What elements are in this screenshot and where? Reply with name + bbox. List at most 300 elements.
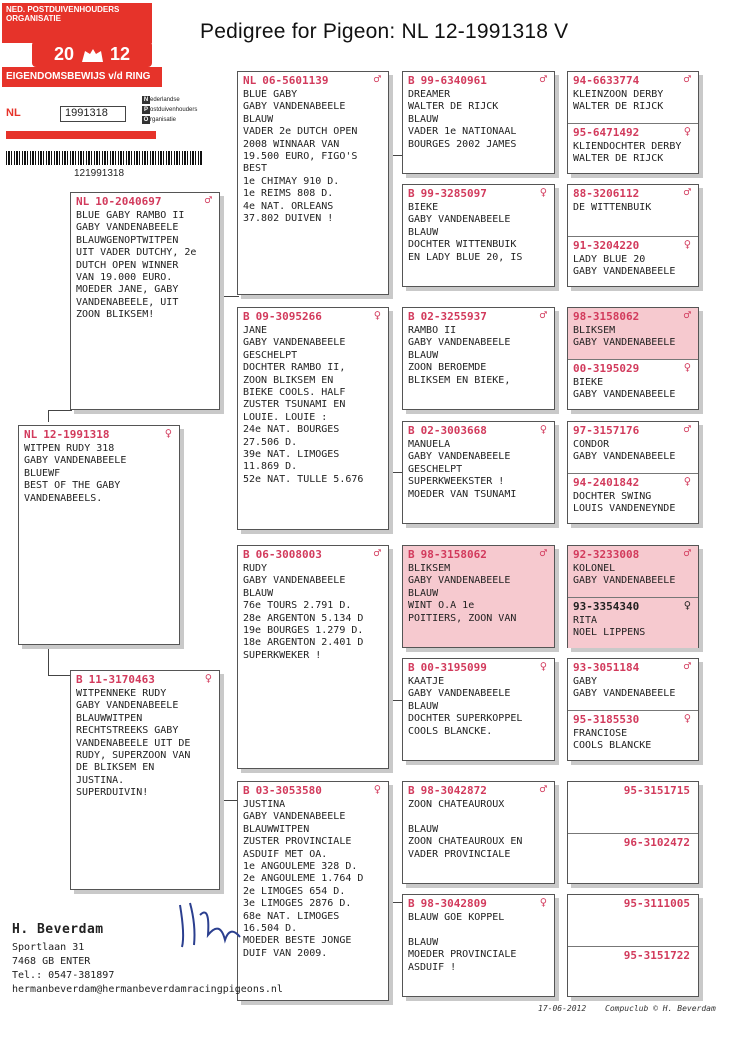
remark: 76e TOURS 2.791 D.	[243, 600, 352, 612]
pigeon-name: LADY BLUE 20	[573, 254, 646, 265]
color: BLAUWGENOPTWITPEN	[76, 234, 179, 246]
ring-header	[19, 426, 179, 443]
ring-year-right: 12	[110, 44, 131, 64]
remark: ZUSTER TSUNAMI EN	[243, 399, 346, 411]
female-icon: ♀	[373, 308, 381, 322]
pigeon-entry[interactable]	[568, 185, 698, 236]
ring-header	[568, 947, 698, 964]
breeder: GABY VANDENABEELE	[408, 688, 511, 700]
male-icon: ♂	[683, 546, 691, 560]
pigeon-name: JUSTINA	[243, 799, 286, 810]
pigeon-pair-card[interactable]	[567, 71, 699, 174]
pigeon-name: KLEINZOON DERBY	[573, 89, 664, 100]
ring-number: 95-6471492	[573, 126, 640, 139]
breeder: GABY VANDENABEELE	[573, 337, 676, 349]
breeder: LOUIS VANDENEYNDE	[573, 503, 676, 515]
remark: BOURGES 2002 JAMES	[408, 138, 517, 150]
remark: ASDUIF MET OA.	[243, 848, 328, 860]
male-icon: ♂	[373, 72, 381, 86]
remark: VANDENABEELE UIT DE	[76, 737, 191, 749]
remark: VAN 19.000 EURO.	[76, 272, 173, 284]
ring-number: 02-3255937	[420, 310, 487, 323]
remark: BLIKSEM EN BIEKE,	[408, 374, 511, 386]
male-icon: ♂	[683, 308, 691, 322]
pigeon-name: BLUE GABY	[243, 89, 298, 100]
breeder: WALTER DE RIJCK	[573, 101, 664, 113]
remark: ZOON BEROEMDE	[408, 362, 487, 374]
remark: BIEKE COOLS. HALF	[243, 387, 346, 399]
ring-header	[568, 834, 698, 851]
remark: 4e NAT. ORLEANS	[243, 200, 334, 212]
pigeon-card-ff[interactable]	[237, 71, 389, 295]
pigeon-card-mfm[interactable]	[402, 658, 555, 761]
color: BLAUW	[408, 587, 439, 599]
npo-logo	[142, 95, 202, 125]
breeder: GABY VANDENABEELE	[573, 266, 676, 278]
breeder: GABY VANDENABEELE	[243, 575, 346, 587]
ring-header	[568, 546, 698, 563]
ring-header	[238, 546, 388, 563]
color: BLAUW	[243, 587, 274, 599]
page-title: Pedigree for Pigeon: NL 12-1991318 V	[200, 20, 569, 43]
male-icon: ♂	[204, 193, 212, 207]
ring-year-left: 20	[53, 44, 74, 64]
ring-strip	[6, 131, 156, 139]
remark: ASDUIF !	[408, 961, 457, 973]
pigeon-name: KAATJE	[408, 676, 445, 687]
barcode	[6, 151, 202, 165]
breeder	[403, 811, 554, 823]
pigeon-entry[interactable]	[568, 123, 698, 174]
ring-certificate	[2, 3, 198, 177]
breeder: GABY VANDENABEELE	[408, 575, 511, 587]
color: GESCHELPT	[243, 349, 298, 361]
country-prefix: B	[408, 548, 415, 561]
remark: 18e ARGENTON 2.401 D	[243, 637, 364, 649]
ring-header	[238, 72, 388, 89]
ring-number: 1991318	[60, 106, 126, 122]
remark: 2e ANGOULEME 1.764 D	[243, 873, 364, 885]
pigeon-name: DOCHTER SWING	[573, 491, 652, 502]
pigeon-card-fm[interactable]	[237, 307, 389, 530]
footer-date: 17-06-2012	[538, 1004, 587, 1013]
female-icon: ♀	[539, 422, 547, 436]
remark: ZOON CHATEAUROUX EN	[408, 836, 523, 848]
female-icon: ♀	[539, 895, 547, 909]
pigeon-name: DE WITTENBUIK	[573, 202, 652, 213]
pigeon-entry[interactable]	[568, 546, 698, 597]
pigeon-entry[interactable]	[568, 946, 698, 997]
remark: 68e NAT. LIMOGES	[243, 910, 340, 922]
female-icon: ♀	[683, 124, 691, 138]
male-icon: ♂	[683, 659, 691, 673]
pigeon-name: KOLONEL	[573, 563, 616, 574]
color: BLAUW	[408, 226, 439, 238]
breeder	[403, 924, 554, 936]
remark: JUSTINA.	[76, 774, 125, 786]
color: GESCHELPT	[408, 463, 463, 475]
ring-header	[568, 422, 698, 439]
breeder: COOLS BLANCKE	[573, 740, 652, 752]
ring-number: 93-3051184	[573, 661, 640, 674]
npo-line-3: rganisatie	[150, 117, 177, 123]
remark: MOEDER BESTE JONGE	[243, 935, 352, 947]
ring-number: 92-3233008	[573, 548, 640, 561]
ring-number: 97-3157176	[573, 424, 640, 437]
female-icon: ♀	[683, 474, 691, 488]
country-prefix: B	[408, 661, 415, 674]
pigeon-name: BLIKSEM	[408, 563, 451, 574]
ring-header	[568, 474, 698, 491]
pigeon-card-mother[interactable]	[70, 670, 220, 890]
pigeon-entry[interactable]	[568, 359, 698, 410]
pigeon-entry[interactable]	[568, 782, 698, 833]
breeder: GABY VANDENABEELE	[408, 337, 511, 349]
pigeon-name: BIEKE	[408, 202, 439, 213]
country-prefix: B	[243, 784, 250, 797]
color: BLAUW	[408, 823, 439, 835]
connector	[48, 675, 72, 676]
pigeon-pair-card[interactable]	[567, 781, 699, 884]
ring-header	[71, 671, 219, 688]
male-icon: ♂	[539, 546, 547, 560]
remark: VADER 1e NATIONAAL	[408, 126, 517, 138]
color: BLAUW	[408, 349, 439, 361]
male-icon: ♂	[683, 185, 691, 199]
pigeon-name: BLUE GABY RAMBO II	[76, 210, 185, 221]
ring-band-label: EIGENDOMSBEWIJS v/d RING	[2, 67, 162, 87]
remark: DOCHTER RAMBO II,	[243, 362, 346, 374]
ring-header	[568, 659, 698, 676]
remark: RECHTSTREEKS GABY	[76, 725, 179, 737]
connector	[218, 296, 239, 297]
female-icon: ♀	[164, 426, 172, 440]
remark: 2e LIMOGES 654 D.	[243, 885, 346, 897]
ring-header	[568, 711, 698, 728]
country-prefix: NL	[243, 74, 257, 87]
ring-org-label: NED. POSTDUIVENHOUDERS ORGANISATIE	[2, 3, 152, 43]
male-icon: ♂	[539, 782, 547, 796]
owner-address: Sportlaan 31	[12, 942, 85, 953]
color: BLAUWWITPEN	[76, 712, 143, 724]
ring-number: 98-3042872	[420, 784, 487, 797]
ring-header	[568, 308, 698, 325]
ring-number: 95-3151715	[623, 784, 690, 797]
pigeon-card-mf[interactable]	[237, 545, 389, 769]
ring-number: 88-3206112	[573, 187, 640, 200]
color: BLAUW	[408, 700, 439, 712]
ring-header	[568, 72, 698, 89]
pigeon-card-mff[interactable]	[402, 545, 555, 648]
ring-number: 99-3285097	[420, 187, 487, 200]
female-icon: ♀	[683, 711, 691, 725]
remark: SUPERDUIVIN!	[76, 787, 149, 799]
pigeon-name: JANE	[243, 325, 268, 336]
remark: MOEDER VAN TSUNAMI	[408, 488, 517, 500]
pigeon-entry[interactable]	[568, 473, 698, 524]
breeder: GABY VANDENABEELE	[76, 700, 179, 712]
ring-number: 10-2040697	[95, 195, 162, 208]
remark: 11.869 D.	[243, 461, 298, 473]
ring-header	[403, 895, 554, 912]
npo-n-icon: N	[143, 97, 149, 103]
ring-number: 12-1991318	[43, 428, 110, 441]
pigeon-name: MANUELA	[408, 439, 451, 450]
remark: ZOON BLIKSEM EN	[243, 374, 334, 386]
remark: 2008 WINNAAR VAN	[243, 138, 340, 150]
remark: 19e BOURGES 1.279 D.	[243, 625, 364, 637]
ring-header	[568, 782, 698, 799]
female-icon: ♀	[683, 598, 691, 612]
pigeon-name: DREAMER	[408, 89, 451, 100]
pigeon-name: WITPENNEKE RUDY	[76, 688, 167, 699]
pigeon-card-subject[interactable]	[18, 425, 180, 645]
pigeon-entry[interactable]	[568, 236, 698, 287]
npo-line-2: ostduivenhouders	[150, 107, 198, 113]
remark: ZOON BLIKSEM!	[76, 309, 155, 321]
pigeon-name: WITPEN RUDY 318	[24, 443, 115, 454]
ring-number: 06-5601139	[262, 74, 329, 87]
remark: 19.500 EURO, FIGO'S	[243, 151, 358, 163]
pigeon-name: BLIKSEM	[573, 325, 616, 336]
pigeon-pair-card[interactable]	[567, 658, 699, 761]
ring-number: 00-3195099	[420, 661, 487, 674]
remark: 1e REIMS 808 D.	[243, 188, 334, 200]
ring-country: NL	[6, 107, 21, 119]
remark: DE BLIKSEM EN	[76, 762, 155, 774]
female-icon: ♀	[373, 782, 381, 796]
breeder: GABY VANDENABEELE	[76, 222, 179, 234]
pigeon-name: CONDOR	[573, 439, 610, 450]
ring-number: 95-3151722	[623, 949, 690, 962]
owner-block	[12, 922, 283, 997]
ring-header	[568, 185, 698, 202]
remark: 16.504 D.	[243, 923, 298, 935]
ring-year-badge	[32, 41, 152, 67]
female-icon: ♀	[204, 671, 212, 685]
pigeon-name: BLAUW GOE KOPPEL	[408, 912, 505, 923]
pigeon-card-ffm[interactable]	[402, 184, 555, 287]
ring-number: 95-3185530	[573, 713, 640, 726]
remark: UIT VADER DUTCHY, 2e	[76, 247, 197, 259]
pigeon-entry[interactable]	[568, 895, 698, 946]
breeder: WALTER DE RIJCK	[573, 153, 664, 165]
country-prefix: B	[408, 74, 415, 87]
npo-p-icon: P	[143, 107, 148, 113]
country-prefix: NL	[24, 428, 38, 441]
ring-header	[403, 308, 554, 325]
ring-header	[403, 185, 554, 202]
pigeon-pair-card[interactable]	[567, 894, 699, 997]
male-icon: ♂	[683, 72, 691, 86]
ring-number: 95-3111005	[623, 897, 690, 910]
pigeon-card-fmm[interactable]	[402, 421, 555, 524]
ring-header	[403, 659, 554, 676]
breeder: GABY VANDENABEELE	[243, 811, 346, 823]
remark: POITIERS, ZOON VAN	[408, 612, 517, 624]
ring-number: 93-3354340	[573, 600, 640, 613]
pigeon-card-fff[interactable]	[402, 71, 555, 174]
remark: MOEDER JANE, GABY	[76, 284, 179, 296]
breeder: GABY VANDENABEELE	[573, 389, 676, 401]
remark: ZUSTER PROVINCIALE	[243, 836, 352, 848]
pigeon-name: KLIENDOCHTER DERBY	[573, 141, 682, 152]
remark: VANDENABEELE, UIT	[76, 296, 179, 308]
male-icon: ♂	[539, 72, 547, 86]
connector	[387, 155, 403, 156]
pigeon-name: RITA	[573, 615, 598, 626]
breeder: GABY VANDENABEELE	[408, 451, 511, 463]
remark: 27.506 D.	[243, 436, 298, 448]
connector	[48, 410, 49, 422]
breeder: GABY VANDENABEELE	[573, 688, 676, 700]
pigeon-pair-card[interactable]	[567, 307, 699, 410]
owner-phone: Tel.: 0547-381897	[12, 970, 115, 981]
country-prefix: B	[408, 897, 415, 910]
ring-header	[238, 308, 388, 325]
connector	[218, 800, 239, 801]
country-prefix: B	[243, 310, 250, 323]
connector	[48, 410, 72, 411]
pigeon-name: RAMBO II	[408, 325, 457, 336]
ring-number: 03-3053580	[255, 784, 322, 797]
pigeon-pair-card[interactable]	[567, 421, 699, 524]
ring-header	[238, 782, 388, 799]
breeder: NOEL LIPPENS	[573, 627, 646, 639]
ring-number: 91-3204220	[573, 239, 640, 252]
female-icon: ♀	[539, 185, 547, 199]
remark: 28e ARGENTON 5.134 D	[243, 612, 364, 624]
remark: WINT O.A 1e	[408, 600, 475, 612]
ring-header	[403, 782, 554, 799]
pigeon-name: BIEKE	[573, 377, 604, 388]
color: BLAUW	[408, 936, 439, 948]
connector	[387, 902, 403, 903]
pigeon-name: RUDY	[243, 563, 268, 574]
color: BLUEWF	[24, 467, 61, 479]
ring-header	[568, 237, 698, 254]
remark: DOCHTER WITTENBUIK	[408, 239, 517, 251]
male-icon: ♂	[373, 546, 381, 560]
pigeon-name: ZOON CHATEAUROUX	[408, 799, 505, 810]
npo-o-icon: O	[143, 117, 149, 123]
connector	[387, 472, 403, 473]
breeder: GABY VANDENABEELE	[573, 451, 676, 463]
pigeon-pair-card[interactable]	[567, 545, 699, 648]
country-prefix: B	[408, 784, 415, 797]
color: BLAUW	[243, 113, 274, 125]
ring-header	[568, 895, 698, 912]
ring-header	[568, 598, 698, 615]
country-prefix: B	[76, 673, 83, 686]
country-prefix: B	[408, 424, 415, 437]
remark: SUPERKWEKER !	[243, 649, 322, 661]
pigeon-name: FRANCIOSE	[573, 728, 628, 739]
pigeon-name: GABY	[573, 676, 598, 687]
pigeon-card-mmf[interactable]	[402, 781, 555, 884]
barcode-number: 121991318	[74, 168, 125, 179]
pigeon-card-father[interactable]	[70, 192, 220, 410]
remark: 52e NAT. TULLE 5.676	[243, 473, 364, 485]
ring-number: 09-3095266	[255, 310, 322, 323]
country-prefix: B	[243, 548, 250, 561]
pigeon-entry[interactable]	[568, 308, 698, 359]
remark: 1e ANGOULEME 328 D.	[243, 861, 358, 873]
pigeon-entry[interactable]	[568, 597, 698, 648]
ring-number: 99-6340961	[420, 74, 487, 87]
color: BLAUWWITPEN	[243, 823, 310, 835]
lion-icon	[79, 46, 105, 64]
remark: DUIF VAN 2009.	[243, 947, 328, 959]
remark: VANDENABEELS.	[24, 492, 103, 504]
remark: 39e NAT. LIMOGES	[243, 449, 340, 461]
breeder: WALTER DE RIJCK	[408, 101, 499, 113]
male-icon: ♂	[683, 422, 691, 436]
pigeon-entry[interactable]	[568, 422, 698, 473]
ring-number: 96-3102472	[623, 836, 690, 849]
breeder: GABY VANDENABEELE	[24, 455, 127, 467]
ring-header	[568, 360, 698, 377]
male-icon: ♂	[539, 308, 547, 322]
remark: 1e CHIMAY 910 D.	[243, 175, 340, 187]
owner-name: H. Beverdam	[12, 922, 104, 937]
ring-header	[403, 546, 554, 563]
connector	[48, 643, 49, 675]
ring-number: 94-6633774	[573, 74, 640, 87]
remark: MOEDER PROVINCIALE	[408, 949, 517, 961]
ring-number: 94-2401842	[573, 476, 640, 489]
remark: EN LADY BLUE 20, IS	[408, 251, 523, 263]
breeder: GABY VANDENABEELE	[408, 214, 511, 226]
pigeon-entry[interactable]	[568, 72, 698, 123]
ring-number: 11-3170463	[88, 673, 155, 686]
ring-number: 02-3003668	[420, 424, 487, 437]
country-prefix: B	[408, 187, 415, 200]
connector	[387, 700, 403, 701]
owner-email[interactable]: hermanbeverdam@hermanbeverdamracingpigeons.nl	[12, 984, 283, 995]
remark: 3e LIMOGES 2876 D.	[243, 898, 352, 910]
ring-number: 98-3158062	[420, 548, 487, 561]
ring-header	[403, 422, 554, 439]
breeder: GABY VANDENABEELE	[243, 337, 346, 349]
breeder: GABY VANDENABEELE	[243, 101, 346, 113]
pigeon-card-mmm[interactable]	[402, 894, 555, 997]
footer-credit: Compuclub © H. Beverdam	[605, 1004, 716, 1013]
country-prefix: NL	[76, 195, 90, 208]
pigeon-entry[interactable]	[568, 710, 698, 761]
remark: DOCHTER SUPERKOPPEL	[408, 713, 523, 725]
remark: RUDY, SUPERZOON VAN	[76, 750, 191, 762]
female-icon: ♀	[539, 659, 547, 673]
country-prefix: B	[408, 310, 415, 323]
ring-number: 98-3158062	[573, 310, 640, 323]
pigeon-pair-card[interactable]	[567, 184, 699, 287]
owner-city: 7468 GB ENTER	[12, 956, 91, 967]
female-icon: ♀	[683, 237, 691, 251]
remark: 24e NAT. BOURGES	[243, 424, 340, 436]
remark: DUTCH OPEN WINNER	[76, 259, 179, 271]
color: BLAUW	[408, 113, 439, 125]
ring-header	[403, 72, 554, 89]
pigeon-card-fmf[interactable]	[402, 307, 555, 410]
pigeon-entry[interactable]	[568, 833, 698, 884]
remark: VADER 2e DUTCH OPEN	[243, 126, 358, 138]
remark: 37.802 DUIVEN !	[243, 213, 334, 225]
ring-number: 00-3195029	[573, 362, 640, 375]
npo-line-1: ederlandse	[150, 97, 180, 103]
pigeon-entry[interactable]	[568, 659, 698, 710]
remark: LOUIE. LOUIE :	[243, 411, 328, 423]
